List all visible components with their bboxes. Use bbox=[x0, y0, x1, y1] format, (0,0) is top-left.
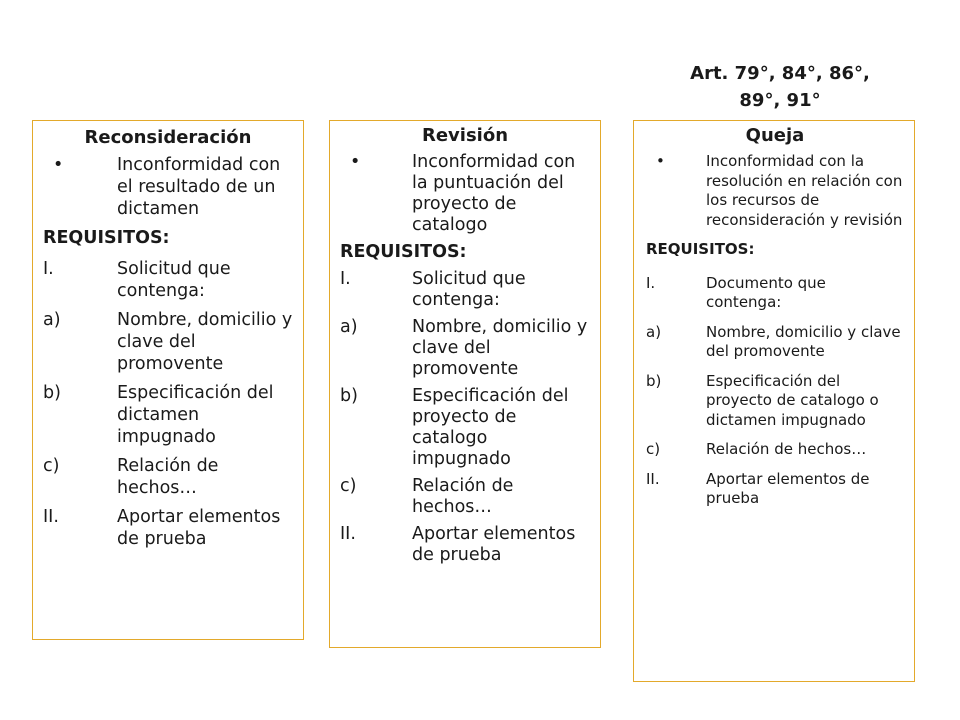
list-item bbox=[646, 323, 904, 362]
item-marker: c) bbox=[646, 440, 661, 458]
item-text: Aportar elementos de prueba bbox=[706, 469, 870, 507]
item-marker: a) bbox=[646, 322, 662, 341]
list-item bbox=[43, 382, 293, 448]
item-marker: c) bbox=[340, 476, 357, 496]
article-reference bbox=[680, 60, 880, 114]
list-item bbox=[340, 269, 590, 311]
queja-title: Queja bbox=[745, 125, 805, 146]
item-text: Relación de hechos… bbox=[412, 476, 514, 517]
item-marker: c) bbox=[43, 456, 60, 476]
list-item bbox=[43, 309, 293, 375]
queja-box bbox=[633, 120, 915, 682]
item-text: Documento que contenga: bbox=[706, 273, 826, 311]
bullet-text: Inconformidad con la resolución en relación con los recursos de reconsideración y revisión bbox=[706, 152, 903, 229]
item-marker: II. bbox=[43, 507, 59, 527]
item-marker: b) bbox=[43, 383, 61, 403]
reconsideracion-box bbox=[32, 120, 304, 640]
article-reference-line-1: Art. 79°, 84°, 86°, bbox=[690, 63, 870, 84]
list-item bbox=[43, 455, 293, 499]
list-item bbox=[340, 386, 590, 470]
item-text: Solicitud que contenga: bbox=[412, 269, 526, 310]
reconsideracion-title: Reconsideración bbox=[84, 127, 252, 148]
bullet-marker: • bbox=[350, 152, 361, 172]
revision-box bbox=[329, 120, 601, 648]
bullet-text: Inconformidad con el resultado de un dictamen bbox=[117, 155, 281, 219]
bullet-marker: • bbox=[656, 152, 665, 170]
list-item bbox=[646, 470, 904, 509]
item-text: Nombre, domicilio y clave del promovente bbox=[117, 310, 293, 374]
item-marker: II. bbox=[340, 524, 356, 544]
item-text: Solicitud que contenga: bbox=[117, 259, 231, 301]
reconsideracion-bullet bbox=[43, 154, 293, 220]
requisitos-label: REQUISITOS: bbox=[340, 242, 467, 262]
item-text: Especificación del proyecto de catalogo o dictamen impugnado bbox=[706, 371, 879, 429]
item-marker: I. bbox=[43, 259, 54, 279]
list-item bbox=[43, 506, 293, 550]
list-item bbox=[646, 274, 904, 313]
list-item bbox=[646, 440, 904, 460]
item-text: Nombre, domicilio y clave del promovente bbox=[706, 322, 901, 360]
list-item bbox=[646, 372, 904, 431]
list-item bbox=[43, 258, 293, 302]
item-text: Relación de hechos… bbox=[706, 440, 867, 458]
item-marker: I. bbox=[646, 273, 656, 292]
bullet-text: Inconformidad con la puntuación del proyecto de catalogo bbox=[412, 152, 576, 235]
revision-title: Revisión bbox=[421, 125, 509, 146]
queja-bullet bbox=[646, 152, 904, 230]
item-marker: a) bbox=[340, 317, 358, 337]
item-text: Relación de hechos… bbox=[117, 456, 219, 498]
item-marker: b) bbox=[646, 371, 662, 390]
item-text: Especificación del proyecto de catalogo impugnado bbox=[412, 386, 569, 469]
item-marker: II. bbox=[646, 469, 660, 488]
list-item bbox=[340, 317, 590, 380]
list-item bbox=[340, 524, 590, 566]
item-text: Nombre, domicilio y clave del promovente bbox=[412, 317, 588, 379]
article-reference-line-2: 89°, 91° bbox=[739, 90, 821, 111]
item-marker: a) bbox=[43, 310, 61, 330]
item-marker: b) bbox=[340, 386, 358, 406]
item-marker: I. bbox=[340, 269, 351, 289]
list-item bbox=[340, 476, 590, 518]
item-text: Aportar elementos de prueba bbox=[117, 507, 281, 549]
requisitos-label: REQUISITOS: bbox=[646, 240, 755, 258]
revision-bullet bbox=[340, 152, 590, 236]
item-text: Especificación del dictamen impugnado bbox=[117, 383, 274, 447]
item-text: Aportar elementos de prueba bbox=[412, 524, 576, 565]
bullet-marker: • bbox=[53, 155, 64, 175]
requisitos-label: REQUISITOS: bbox=[43, 228, 170, 248]
